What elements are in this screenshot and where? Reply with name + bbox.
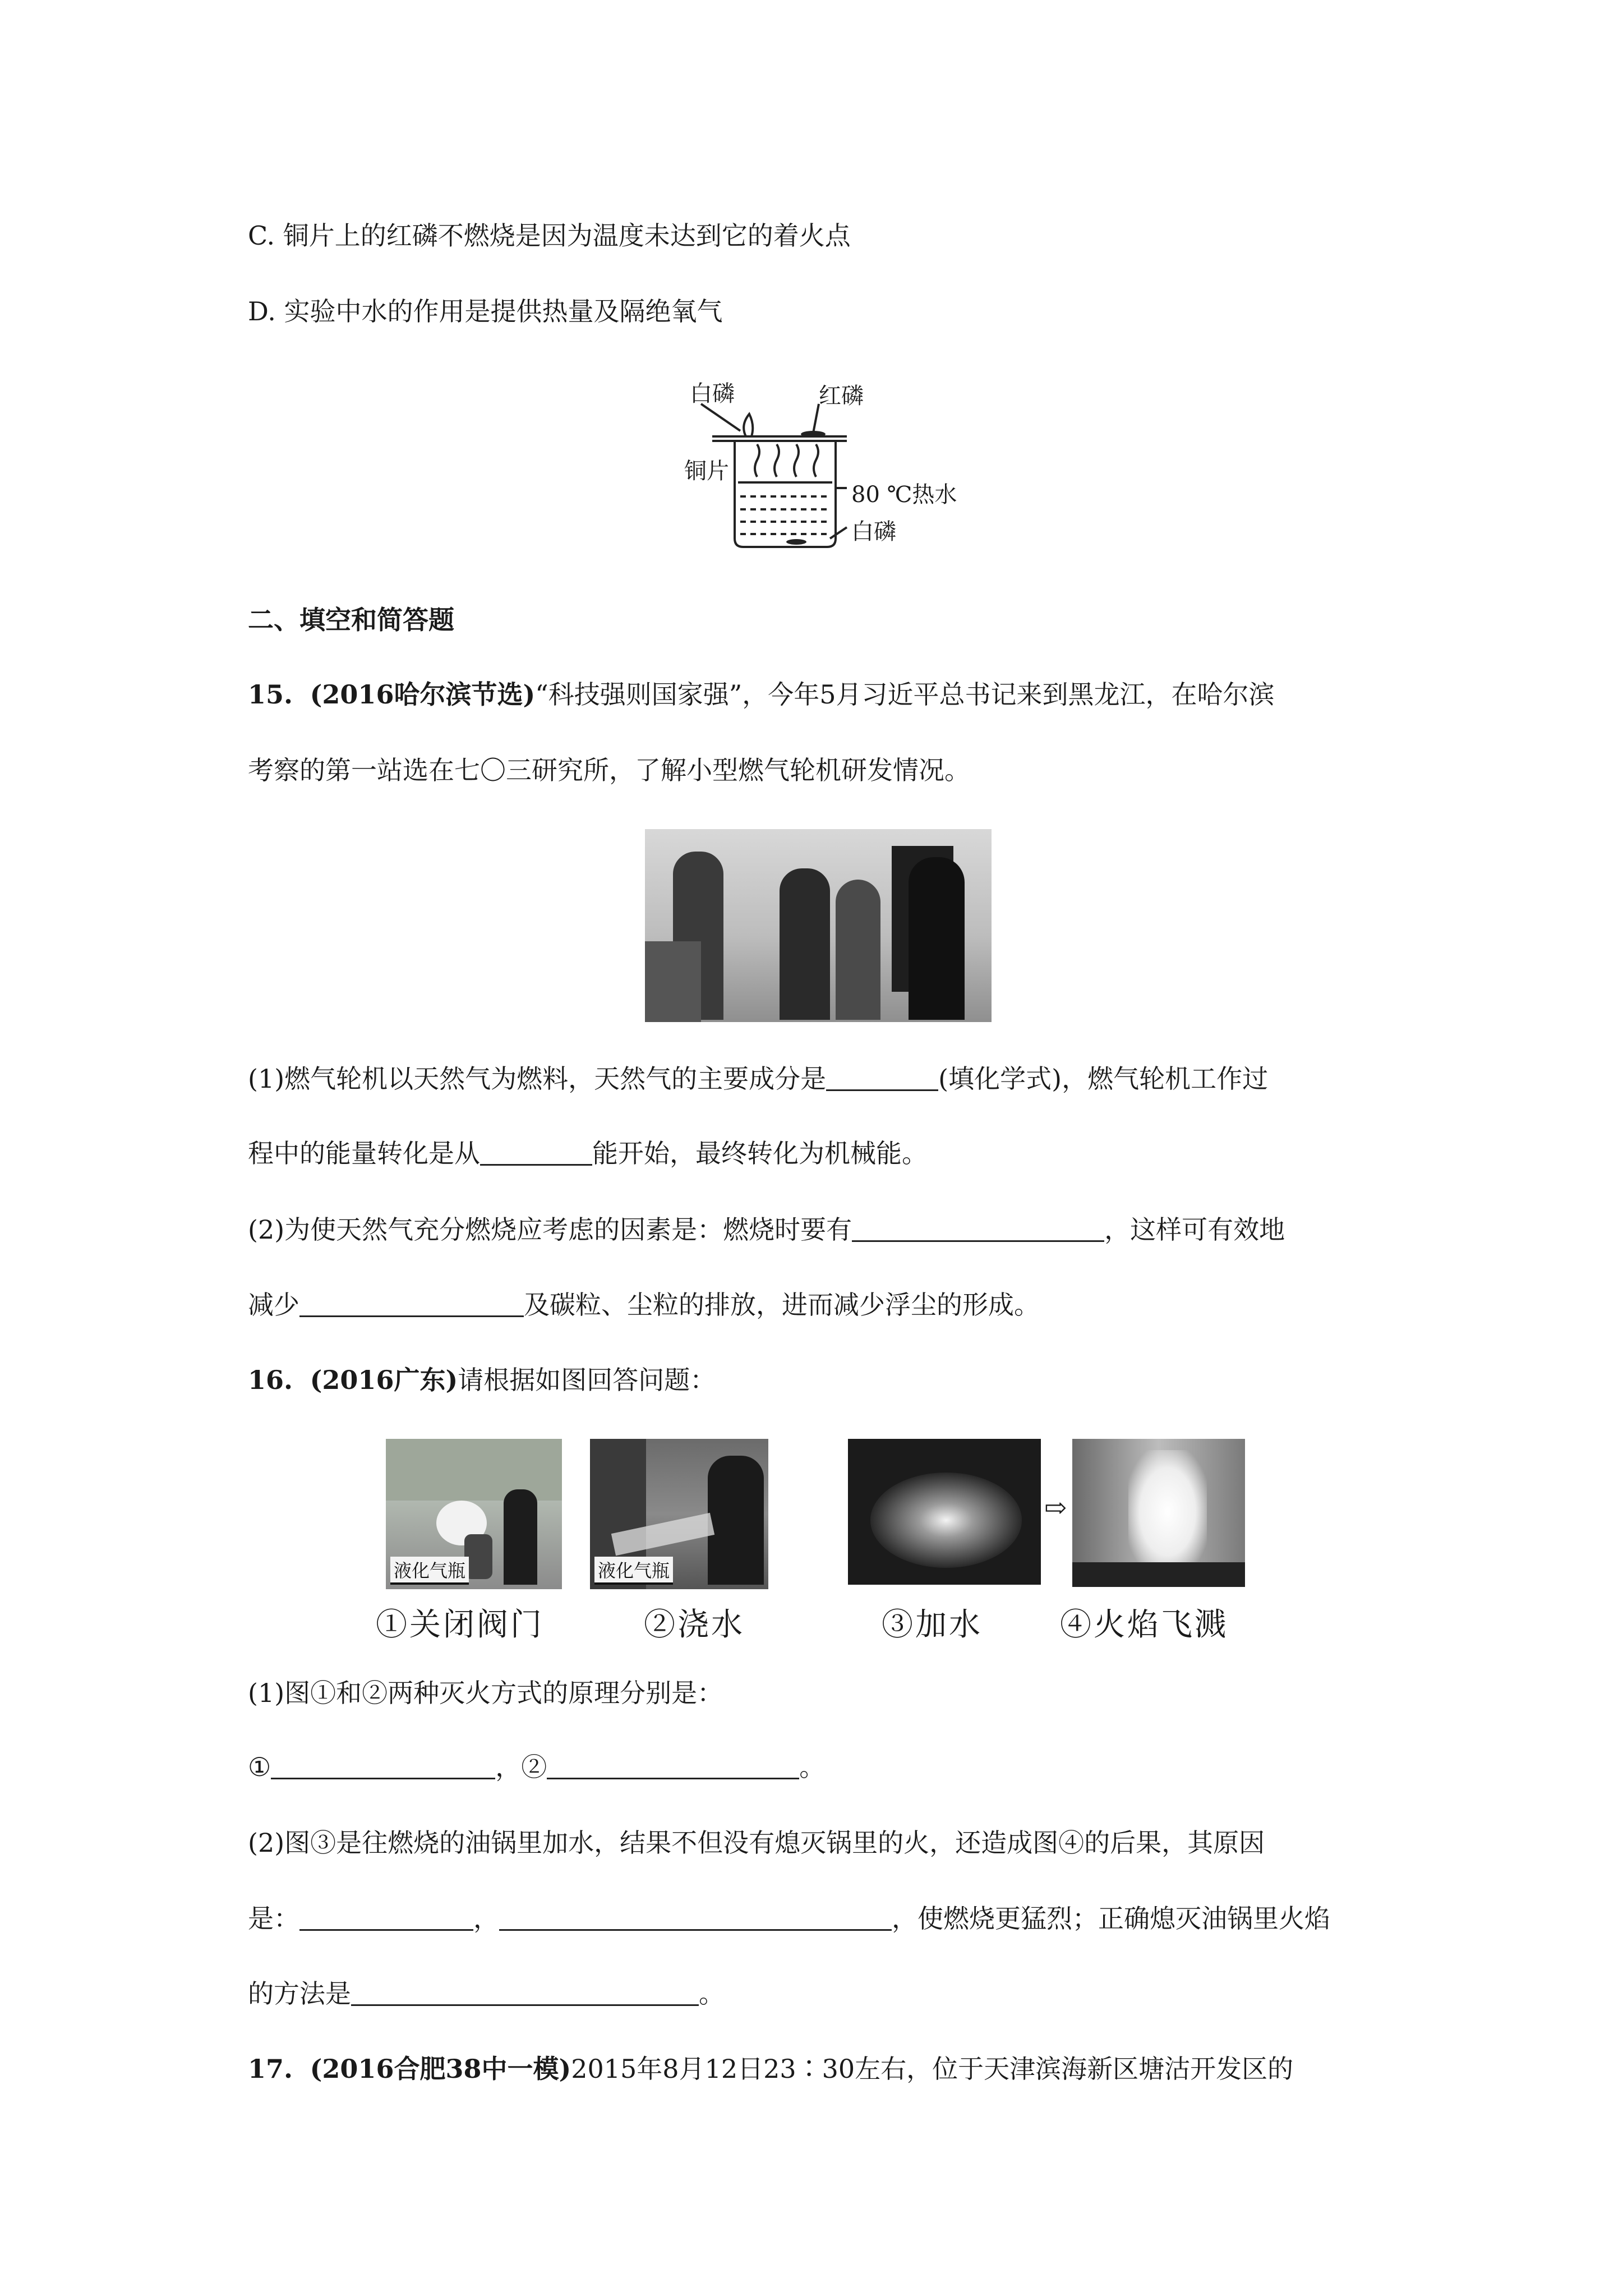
caption-spray-water: ②浇水 <box>644 1607 745 1643</box>
q15-source: (2016哈尔滨节选) <box>310 679 536 710</box>
answer-blank-reason-1[interactable] <box>299 1904 473 1931</box>
q15-text: “科技强则国家强”，今年5月习近平总书记来到黑龙江，在哈尔滨 <box>535 679 1275 710</box>
answer-blank-pollutant[interactable] <box>299 1291 524 1317</box>
caption-flame-spatter: ④火焰飞溅 <box>1060 1607 1228 1643</box>
beaker-figure <box>667 370 981 555</box>
answer-blank-principle-1[interactable] <box>271 1753 495 1779</box>
q17-text: 2015年8月12日23∶30左右，位于天津滨海新区塘沽开发区的 <box>571 2054 1294 2084</box>
caption-close-valve: ①关闭阀门 <box>376 1607 544 1643</box>
option-d: D. 实验中水的作用是提供热量及隔绝氧气 <box>248 296 723 326</box>
q16-part2-line2 <box>248 1902 1330 1935</box>
q16-source: (2016广东) <box>310 1365 458 1395</box>
caption-add-water: ③加水 <box>882 1607 983 1643</box>
photo-spray-water <box>590 1439 768 1589</box>
q15-p2-text-d: 及碳粒、尘粒的排放，进而减少浮尘的形成。 <box>524 1290 1040 1320</box>
q16-p1-end: 。 <box>799 1752 826 1782</box>
answer-blank-principle-2[interactable] <box>547 1753 799 1779</box>
photo-tag-gas-cylinder-1: 液化气瓶 <box>390 1557 469 1585</box>
q15-p1-text-c: 程中的能量转化是从 <box>248 1138 480 1168</box>
label-white-phosphorus-top: 白磷 <box>690 381 735 407</box>
q15-p1-text-d: 能开始，最终转化为机械能。 <box>592 1138 928 1168</box>
q16-p2-end: 。 <box>699 1978 725 2009</box>
q17-line1 <box>248 2052 1293 2086</box>
q15-p2-text-b: ，这样可有效地 <box>1104 1214 1285 1245</box>
q16-part2-line3 <box>248 1977 725 2010</box>
q16-p1-mark-1: ① <box>248 1752 271 1782</box>
q15-p2-text-a: (2)为使天然气充分燃烧应考虑的因素是：燃烧时要有 <box>248 1214 852 1245</box>
photo-tag-gas-cylinder-2: 液化气瓶 <box>594 1557 673 1585</box>
q15-part1-line1 <box>248 1062 1268 1096</box>
label-white-phosphorus-bottom: 白磷 <box>851 519 896 545</box>
q15-number: 15. <box>248 679 293 710</box>
answer-blank-combustion-condition[interactable] <box>852 1216 1104 1242</box>
label-red-phosphorus: 红磷 <box>819 383 864 409</box>
answer-blank-reason-2[interactable] <box>499 1904 892 1931</box>
answer-blank-energy[interactable] <box>480 1139 592 1166</box>
photo-flame-spatter <box>1072 1439 1245 1587</box>
q16-text: 请根据如图回答问题： <box>458 1365 716 1395</box>
answer-blank-formula[interactable] <box>826 1065 938 1091</box>
q16-p2-text-d: ，使燃烧更猛烈；正确熄灭油锅里火焰 <box>892 1903 1330 1934</box>
q15-line2: 考察的第一站选在七〇三研究所，了解小型燃气轮机研发情况。 <box>248 755 970 785</box>
q16-p2-comma: ， <box>473 1903 499 1934</box>
q17-source: (2016合肥38中一模) <box>310 2054 571 2084</box>
label-copper-plate: 铜片 <box>684 458 729 484</box>
q16-p2-text-b: 是： <box>248 1903 299 1934</box>
q16-line1 <box>248 1363 716 1397</box>
q15-photo <box>645 829 992 1022</box>
photo-add-water <box>848 1439 1041 1585</box>
q16-number: 16. <box>248 1365 293 1395</box>
option-c: C. 铜片上的红磷不燃烧是因为温度未达到它的着火点 <box>248 220 851 251</box>
q16-part1-answers <box>248 1750 825 1784</box>
arrow-icon: ⇨ <box>1044 1492 1067 1524</box>
q17-number: 17. <box>248 2054 293 2084</box>
answer-blank-correct-method[interactable] <box>351 1980 699 2006</box>
q15-part2-line1 <box>248 1213 1285 1246</box>
photo-close-valve <box>386 1439 562 1589</box>
q15-part1-line2 <box>248 1137 928 1170</box>
q15-line1 <box>248 678 1275 711</box>
q15-p2-text-c: 减少 <box>248 1290 299 1320</box>
q15-part2-line2 <box>248 1288 1040 1322</box>
q15-p1-text-b: (填化学式)，燃气轮机工作过 <box>938 1064 1269 1094</box>
q16-part2-line1: (2)图③是往燃烧的油锅里加水，结果不但没有熄灭锅里的火，还造成图④的后果，其原因 <box>248 1828 1265 1858</box>
q16-p2-text-e: 的方法是 <box>248 1978 351 2009</box>
section-title: 二、填空和简答题 <box>248 605 454 635</box>
q15-p1-text-a: (1)燃气轮机以天然气为燃料，天然气的主要成分是 <box>248 1064 827 1094</box>
q16-p1-mark-2: ，② <box>495 1752 547 1782</box>
q16-part1: (1)图①和②两种灭火方式的原理分别是： <box>248 1678 723 1708</box>
label-hot-water: 80 ℃热水 <box>851 482 957 508</box>
